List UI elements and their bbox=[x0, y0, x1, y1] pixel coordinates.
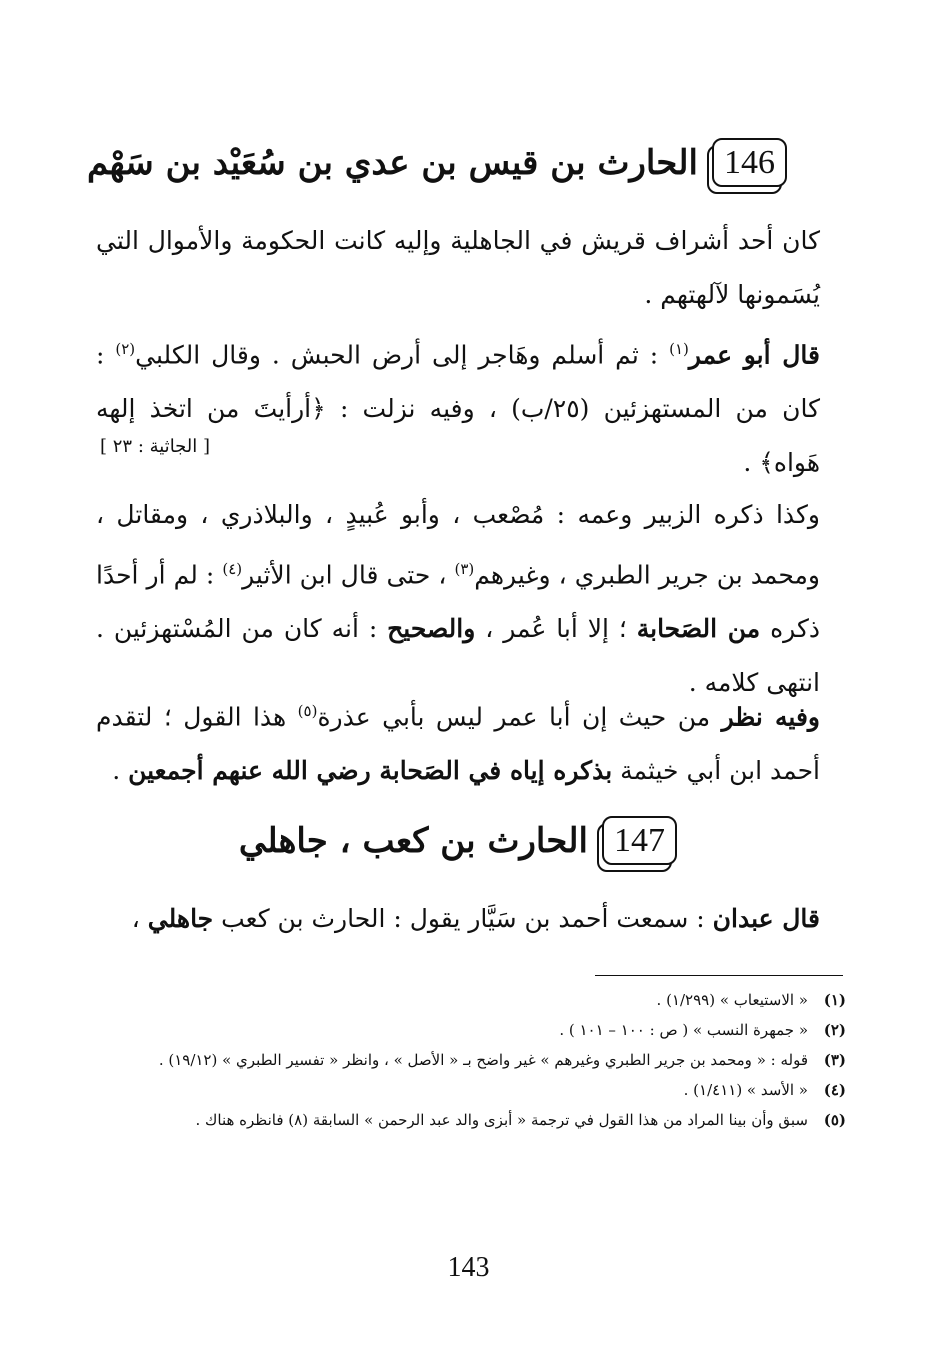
footnotes bbox=[96, 985, 846, 1135]
footnote-separator bbox=[595, 975, 843, 976]
footnote-ref: (٣) bbox=[454, 560, 475, 578]
page-number: 143 bbox=[447, 1252, 490, 1283]
paragraph: وفيه نظر من حيث إن أبا عمر ليس بأبي عذرة$^{(٥)}$ هذا القول ؛ لتقدم أحمد ابن أبي خيثمة بذكره إياه في الصَحابة رضي الله عنهم أجمعين . bbox=[96, 702, 820, 786]
footnote-text: قوله : « ومحمد بن جرير الطبري وغيرهم » غير واضح بـ « الأصل » ، وانظر « تفسير الطبري » (١٩/١٢) . bbox=[158, 1051, 808, 1069]
footnote-number: (٤) bbox=[823, 1081, 846, 1099]
footnote bbox=[96, 1105, 846, 1135]
footnote-text: سبق وأن بينا المراد من هذا القول في ترجمة « أبزى والد عبد الرحمن » السابقة (٨) فانظره هناك . bbox=[195, 1111, 808, 1129]
paragraph: كان أحد أشراف قريش في الجاهلية وإليه كانت الحكومة والأموال التي يُسَمونها لآلهتهم . bbox=[96, 226, 820, 309]
footnote-number: (٢) bbox=[823, 1021, 846, 1039]
footnote-ref: (٢) bbox=[115, 340, 136, 358]
footnote-text: « الاستيعاب » (١/٢٩٩) . bbox=[656, 991, 808, 1009]
footnote-text: « الأسد » (١/٤١١) . bbox=[683, 1081, 808, 1099]
footnote-ref: (٤) bbox=[222, 560, 243, 578]
footnote-number: (١) bbox=[823, 991, 846, 1009]
entry-146-heading bbox=[87, 138, 787, 187]
entry-number-box: 146 bbox=[712, 138, 787, 187]
footnote-text: « جمهرة النسب » ( ص : ١٠٠ – ١٠١ ) . bbox=[559, 1021, 808, 1039]
entry-title: الحارث بن قيس بن عدي بن سُعَيْد بن سَهْم bbox=[86, 142, 698, 183]
footnote bbox=[96, 985, 846, 1015]
paragraph: قال عبدان : سمعت أحمد بن سَيَّار يقول : الحارث بن كعب جاهلي ، bbox=[131, 904, 820, 933]
entry-number-box: 147 bbox=[602, 816, 677, 865]
footnote-ref: (٥) bbox=[297, 702, 318, 720]
paragraph: وكذا ذكره الزبير وعمه : مُصْعب ، وأبو عُبيدٍ ، والبلاذري ، ومقاتل ، ومحمد بن جرير الطبري ، وغيرهم$^{(٣)}$ ، حتى قال ابن الأثير$^{(٤)}$ : لم أر أحدًا ذكره من الصَحابة ؛ إلا أبا عُمر ، والصحيح : أنه كان من المُسْتهزئين . انتهى كلامه . bbox=[96, 500, 820, 698]
footnote-number: (٥) bbox=[823, 1111, 846, 1129]
footnote bbox=[96, 1015, 846, 1045]
footnote-ref: (١) bbox=[669, 340, 689, 358]
entry-147-heading bbox=[239, 816, 677, 865]
footnote bbox=[96, 1045, 846, 1075]
entry-title: الحارث بن كعب ، جاهلي bbox=[238, 820, 588, 861]
quran-reference: [ الجاثية : ٢٣ ] bbox=[100, 436, 211, 457]
footnote bbox=[96, 1075, 846, 1105]
paragraph: قال أبو عمر$^{(١)}$ : ثم أسلم وهَاجر إلى أرض الحبش . وقال الكلبي$^{(٢)}$ : كان من المستهزئين (٢٥/ب) ، وفيه نزلت : ﴿أرأيتَ من اتخذ إلهه هَواه﴾ . bbox=[96, 340, 820, 478]
footnote-number: (٣) bbox=[823, 1051, 846, 1069]
